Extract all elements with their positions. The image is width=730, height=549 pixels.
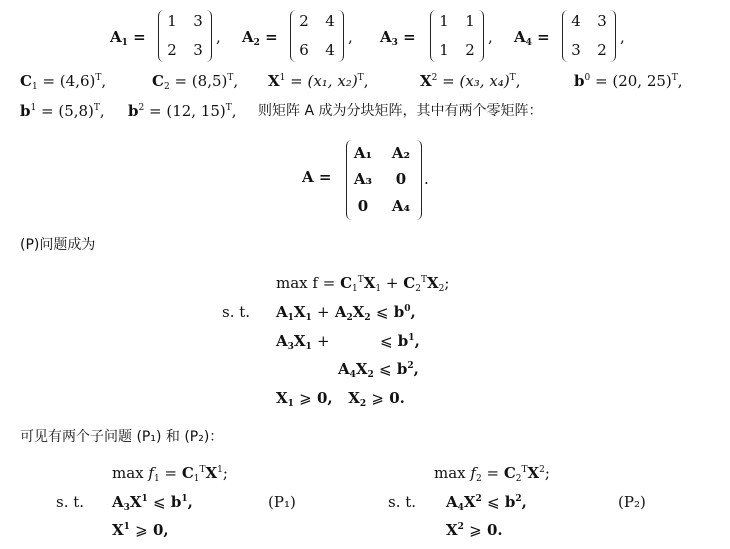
matrix-a4-cell: 2 bbox=[597, 41, 607, 59]
constraint-1: $A_1X_1 + A_2X_2$ ⩽ $b^0$, bbox=[276, 303, 416, 323]
block-matrix-cell: 0 bbox=[395, 170, 407, 188]
matrix-a2 bbox=[290, 10, 344, 62]
block-matrix-cell: A₂ bbox=[391, 144, 411, 162]
matrix-a3-cell: 1 bbox=[439, 41, 449, 59]
matrix-a4 bbox=[562, 10, 616, 62]
block-matrix-label: A = bbox=[302, 168, 332, 186]
objective: $\max f = C_1^TX_1 + C_2^TX_2$; bbox=[276, 274, 450, 294]
p2-constraint-1: $A_4X^2$ ⩽ $b^2$, bbox=[446, 493, 527, 513]
matrix-a2-cell: 6 bbox=[299, 41, 309, 59]
b2-value: (12, 15) bbox=[166, 102, 226, 120]
b1-definition: $b^1 = (5,8)^T$, bbox=[20, 102, 105, 120]
p1-constraint-1: $A_3X^1$ ⩽ $b^1$, bbox=[112, 493, 193, 513]
p1-constraint-2: $X^1$ ⩾ 0, bbox=[112, 521, 169, 539]
p2-st-label: s. t. bbox=[388, 493, 417, 511]
matrix-a3-label: $A_3$ = bbox=[380, 28, 416, 48]
comma: , bbox=[348, 28, 353, 46]
constraint-2-rhs: ⩽ $b^1$, bbox=[380, 332, 420, 350]
matrix-a3-cell: 1 bbox=[465, 12, 475, 30]
block-matrix bbox=[346, 140, 422, 220]
c1-definition: $C_1 = (4,6)^T$, bbox=[20, 72, 107, 92]
comma: , bbox=[620, 28, 625, 46]
x1-value: (x₁, x₂) bbox=[307, 72, 358, 90]
block-matrix-cell: 0 bbox=[357, 197, 369, 215]
c2-value: (8,5) bbox=[191, 72, 228, 90]
matrix-a2-cell: 4 bbox=[325, 41, 335, 59]
p2-label: (P₂) bbox=[618, 493, 646, 511]
p2-objective: $\max f_2 = C_2^TX^2$; bbox=[434, 464, 550, 484]
x2-definition: $X^2 = (x_3$, x₄)$^T$, bbox=[420, 72, 521, 90]
constraint-2: $A_3X_1$ + bbox=[276, 332, 330, 352]
p2-constraint-2: $X^2$ ⩾ 0. bbox=[446, 521, 503, 539]
constraint-4: $X_1$ ⩾ 0, $X_2$ ⩾ 0. bbox=[276, 389, 405, 409]
p1-objective: $\max f_1 = C_1^TX^1$; bbox=[112, 464, 228, 484]
matrix-a3-cell: 1 bbox=[439, 12, 449, 30]
x1-definition: $X^1 = (x_1$, x₂)$^T$, bbox=[268, 72, 369, 90]
matrix-a4-cell: 3 bbox=[597, 12, 607, 30]
matrix-a2-cell: 4 bbox=[325, 12, 335, 30]
matrix-a1 bbox=[158, 10, 212, 62]
b0-definition: $b^0 = (20$, 25)$^T$, bbox=[574, 72, 683, 90]
p1-st-label: s. t. bbox=[56, 493, 85, 511]
constraint-3: $A_4X_2$ ⩽ $b^2$, bbox=[338, 360, 419, 380]
matrix-a1-cell: 2 bbox=[167, 41, 177, 59]
period: . bbox=[424, 170, 429, 188]
matrix-a3 bbox=[430, 10, 484, 62]
b1-value: (5,8) bbox=[58, 102, 94, 120]
block-matrix-intro: 则矩阵 A 成为分块矩阵，其中有两个零矩阵： bbox=[258, 103, 543, 119]
matrix-a2-cell: 2 bbox=[299, 12, 309, 30]
comma: , bbox=[488, 28, 493, 46]
st-label: s. t. bbox=[222, 303, 251, 321]
block-matrix-cell: A₃ bbox=[353, 170, 373, 188]
block-matrix-cell: A₄ bbox=[391, 197, 411, 215]
matrix-a4-cell: 3 bbox=[571, 41, 581, 59]
matrix-a1-cell: 3 bbox=[193, 41, 203, 59]
p1-label: (P₁) bbox=[268, 493, 296, 511]
matrix-a4-cell: 4 bbox=[571, 12, 581, 30]
comma: , bbox=[216, 28, 221, 46]
problem-label: (P)问题成为 bbox=[20, 237, 96, 253]
b0-value: (20, 25) bbox=[612, 72, 672, 90]
matrix-a3-cell: 2 bbox=[465, 41, 475, 59]
matrix-a2-label: $A_2$ = bbox=[242, 28, 278, 48]
matrix-a1-cell: 3 bbox=[193, 12, 203, 30]
c1-value: (4,6) bbox=[59, 72, 96, 90]
b2-definition: $b^2 = (12$, 15)$^T$, bbox=[128, 102, 237, 120]
block-matrix-cell: A₁ bbox=[353, 144, 373, 162]
x2-value: (x₃, x₄) bbox=[459, 72, 510, 90]
matrix-a1-cell: 1 bbox=[167, 12, 177, 30]
c2-definition: $C_2 = (8,5)^T$, bbox=[152, 72, 239, 92]
matrix-a4-label: $A_4$ = bbox=[514, 28, 550, 48]
matrix-a1-label: $A_1$ = bbox=[110, 28, 146, 48]
subproblems-intro: 可见有两个子问题 (P₁) 和 (P₂)： bbox=[20, 429, 224, 445]
